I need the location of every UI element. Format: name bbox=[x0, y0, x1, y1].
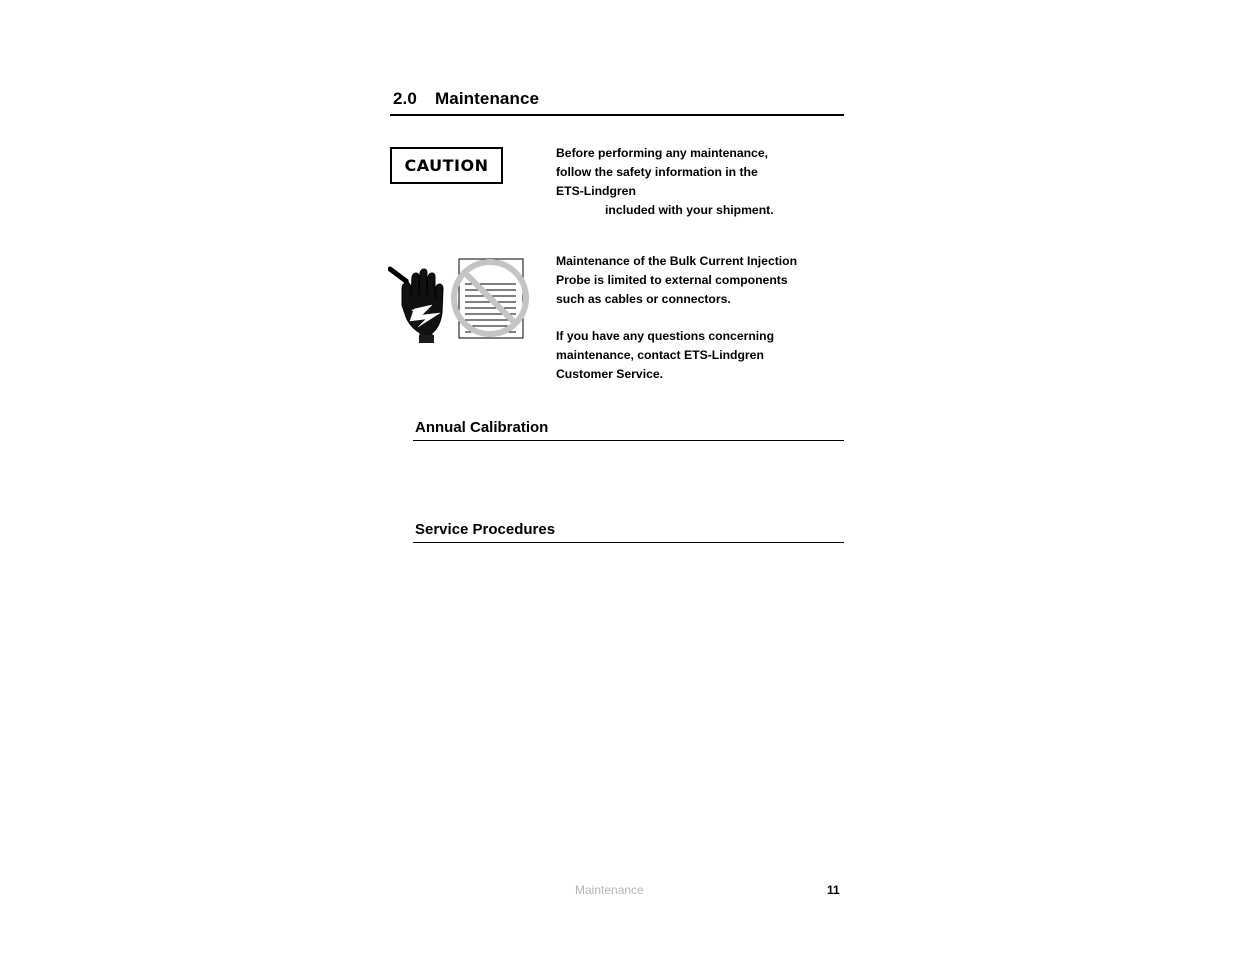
section-rule bbox=[390, 114, 844, 116]
caution-line: follow the safety information in the bbox=[556, 164, 758, 179]
electric-shock-hand-icon bbox=[390, 269, 443, 343]
page-number: 11 bbox=[827, 883, 840, 897]
notice-line: such as cables or connectors. bbox=[556, 291, 731, 306]
section-heading bbox=[393, 89, 539, 109]
notice-line: Customer Service. bbox=[556, 366, 664, 381]
subsection-title-annual-calibration: Annual Calibration bbox=[415, 419, 549, 436]
section-number: 2.0 bbox=[393, 89, 417, 108]
subsection-title-service-procedures: Service Procedures bbox=[415, 521, 556, 538]
subsection-rule bbox=[413, 440, 844, 441]
caution-line: included with your shipment. bbox=[605, 202, 774, 217]
footer-section-label: Maintenance bbox=[575, 883, 644, 897]
section-title: Maintenance bbox=[435, 89, 540, 108]
notice-line: If you have any questions concerning bbox=[556, 329, 775, 343]
maintenance-scope-text bbox=[556, 252, 797, 309]
warning-icons bbox=[388, 257, 534, 345]
notice-line: Maintenance of the Bulk Current Injection bbox=[556, 254, 798, 268]
notice-line: Probe is limited to external components bbox=[556, 272, 788, 287]
caution-line: ETS-Lindgren bbox=[556, 183, 636, 198]
caution-text bbox=[556, 144, 774, 220]
caution-badge: CAUTION bbox=[390, 147, 503, 184]
notice-line: maintenance, contact ETS-Lindgren bbox=[556, 347, 764, 362]
subsection-rule bbox=[413, 542, 844, 543]
no-manual-icon bbox=[454, 259, 526, 338]
contact-text bbox=[556, 327, 774, 384]
caution-line: Before performing any maintenance, bbox=[556, 146, 768, 160]
